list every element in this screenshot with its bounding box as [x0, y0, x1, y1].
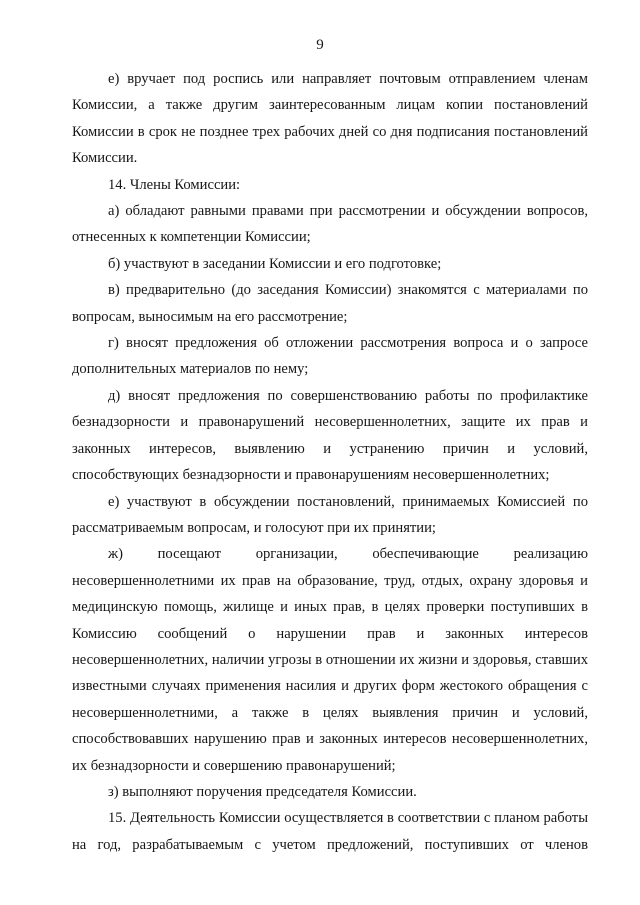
paragraph-14-commission-members: 14. Члены Комиссии:: [108, 176, 241, 193]
paragraph-item-z-chairman-instructions: з) выполняют поручения председателя Комиссии.: [108, 783, 417, 800]
paragraph-item-b-participate: б) участвуют в заседании Комиссии и его подготовке;: [108, 255, 442, 272]
paragraph-item-e-delivers-copies: е) вручает под роспись или направляет почтовым отправлением членам Комиссии, а также другим заинтересованным лицам копии постановлений Комиссии в срок не позднее трех рабочих дней со дня подписания постановлений Комиссии.: [72, 71, 588, 167]
document-body: [72, 66, 588, 858]
paragraph-item-e-discuss-resolutions: е) участвуют в обсуждении постановлений, принимаемых Комиссией по рассматриваемым вопросам, и голосуют при их принятии;: [72, 493, 588, 536]
paragraph-item-zh-visit-organizations: ж) посещают организации, обеспечивающие реализацию несовершеннолетними их прав на образование, труд, отдых, охрану здоровья и медицинскую помощь, жилище и иных прав, в целях проверки поступивших в Комиссию сообщений о нарушении прав и законных интересов несовершеннолетних, наличии угрозы в отношении их жизни и здоровья, ставших известными случаях применения насилия и других форм жестокого обращения с несовершеннолетними, а также в целях выявления причин и условий, способствовавших нарушению прав и законных интересов несовершеннолетних, их безнадзорности и совершению правонарушений;: [72, 546, 588, 774]
page-number: 9: [316, 37, 324, 53]
paragraph-item-g-postpone-proposals: г) вносят предложения об отложении рассмотрения вопроса и о запросе дополнительных материалов по нему;: [72, 335, 588, 378]
paragraph-15-activity-plan: 15. Деятельность Комиссии осуществляется в соответствии с планом работы на год, разрабатываемым с учетом предложений, поступивших от членов: [72, 810, 588, 853]
paragraph-item-v-review-materials: в) предварительно (до заседания Комиссии) знакомятся с материалами по вопросам, выносимым на его рассмотрение;: [72, 282, 588, 325]
paragraph-item-a-equal-rights: а) обладают равными правами при рассмотрении и обсуждении вопросов, отнесенных к компетенции Комиссии;: [72, 203, 588, 246]
paragraph-item-d-improvement-proposals: д) вносят предложения по совершенствованию работы по профилактике безнадзорности и правонарушений несовершеннолетних, защите их прав и законных интересов, выявлению и устранению причин и условий, способствующих безнадзорности и правонарушениям несовершеннолетних;: [72, 387, 588, 484]
